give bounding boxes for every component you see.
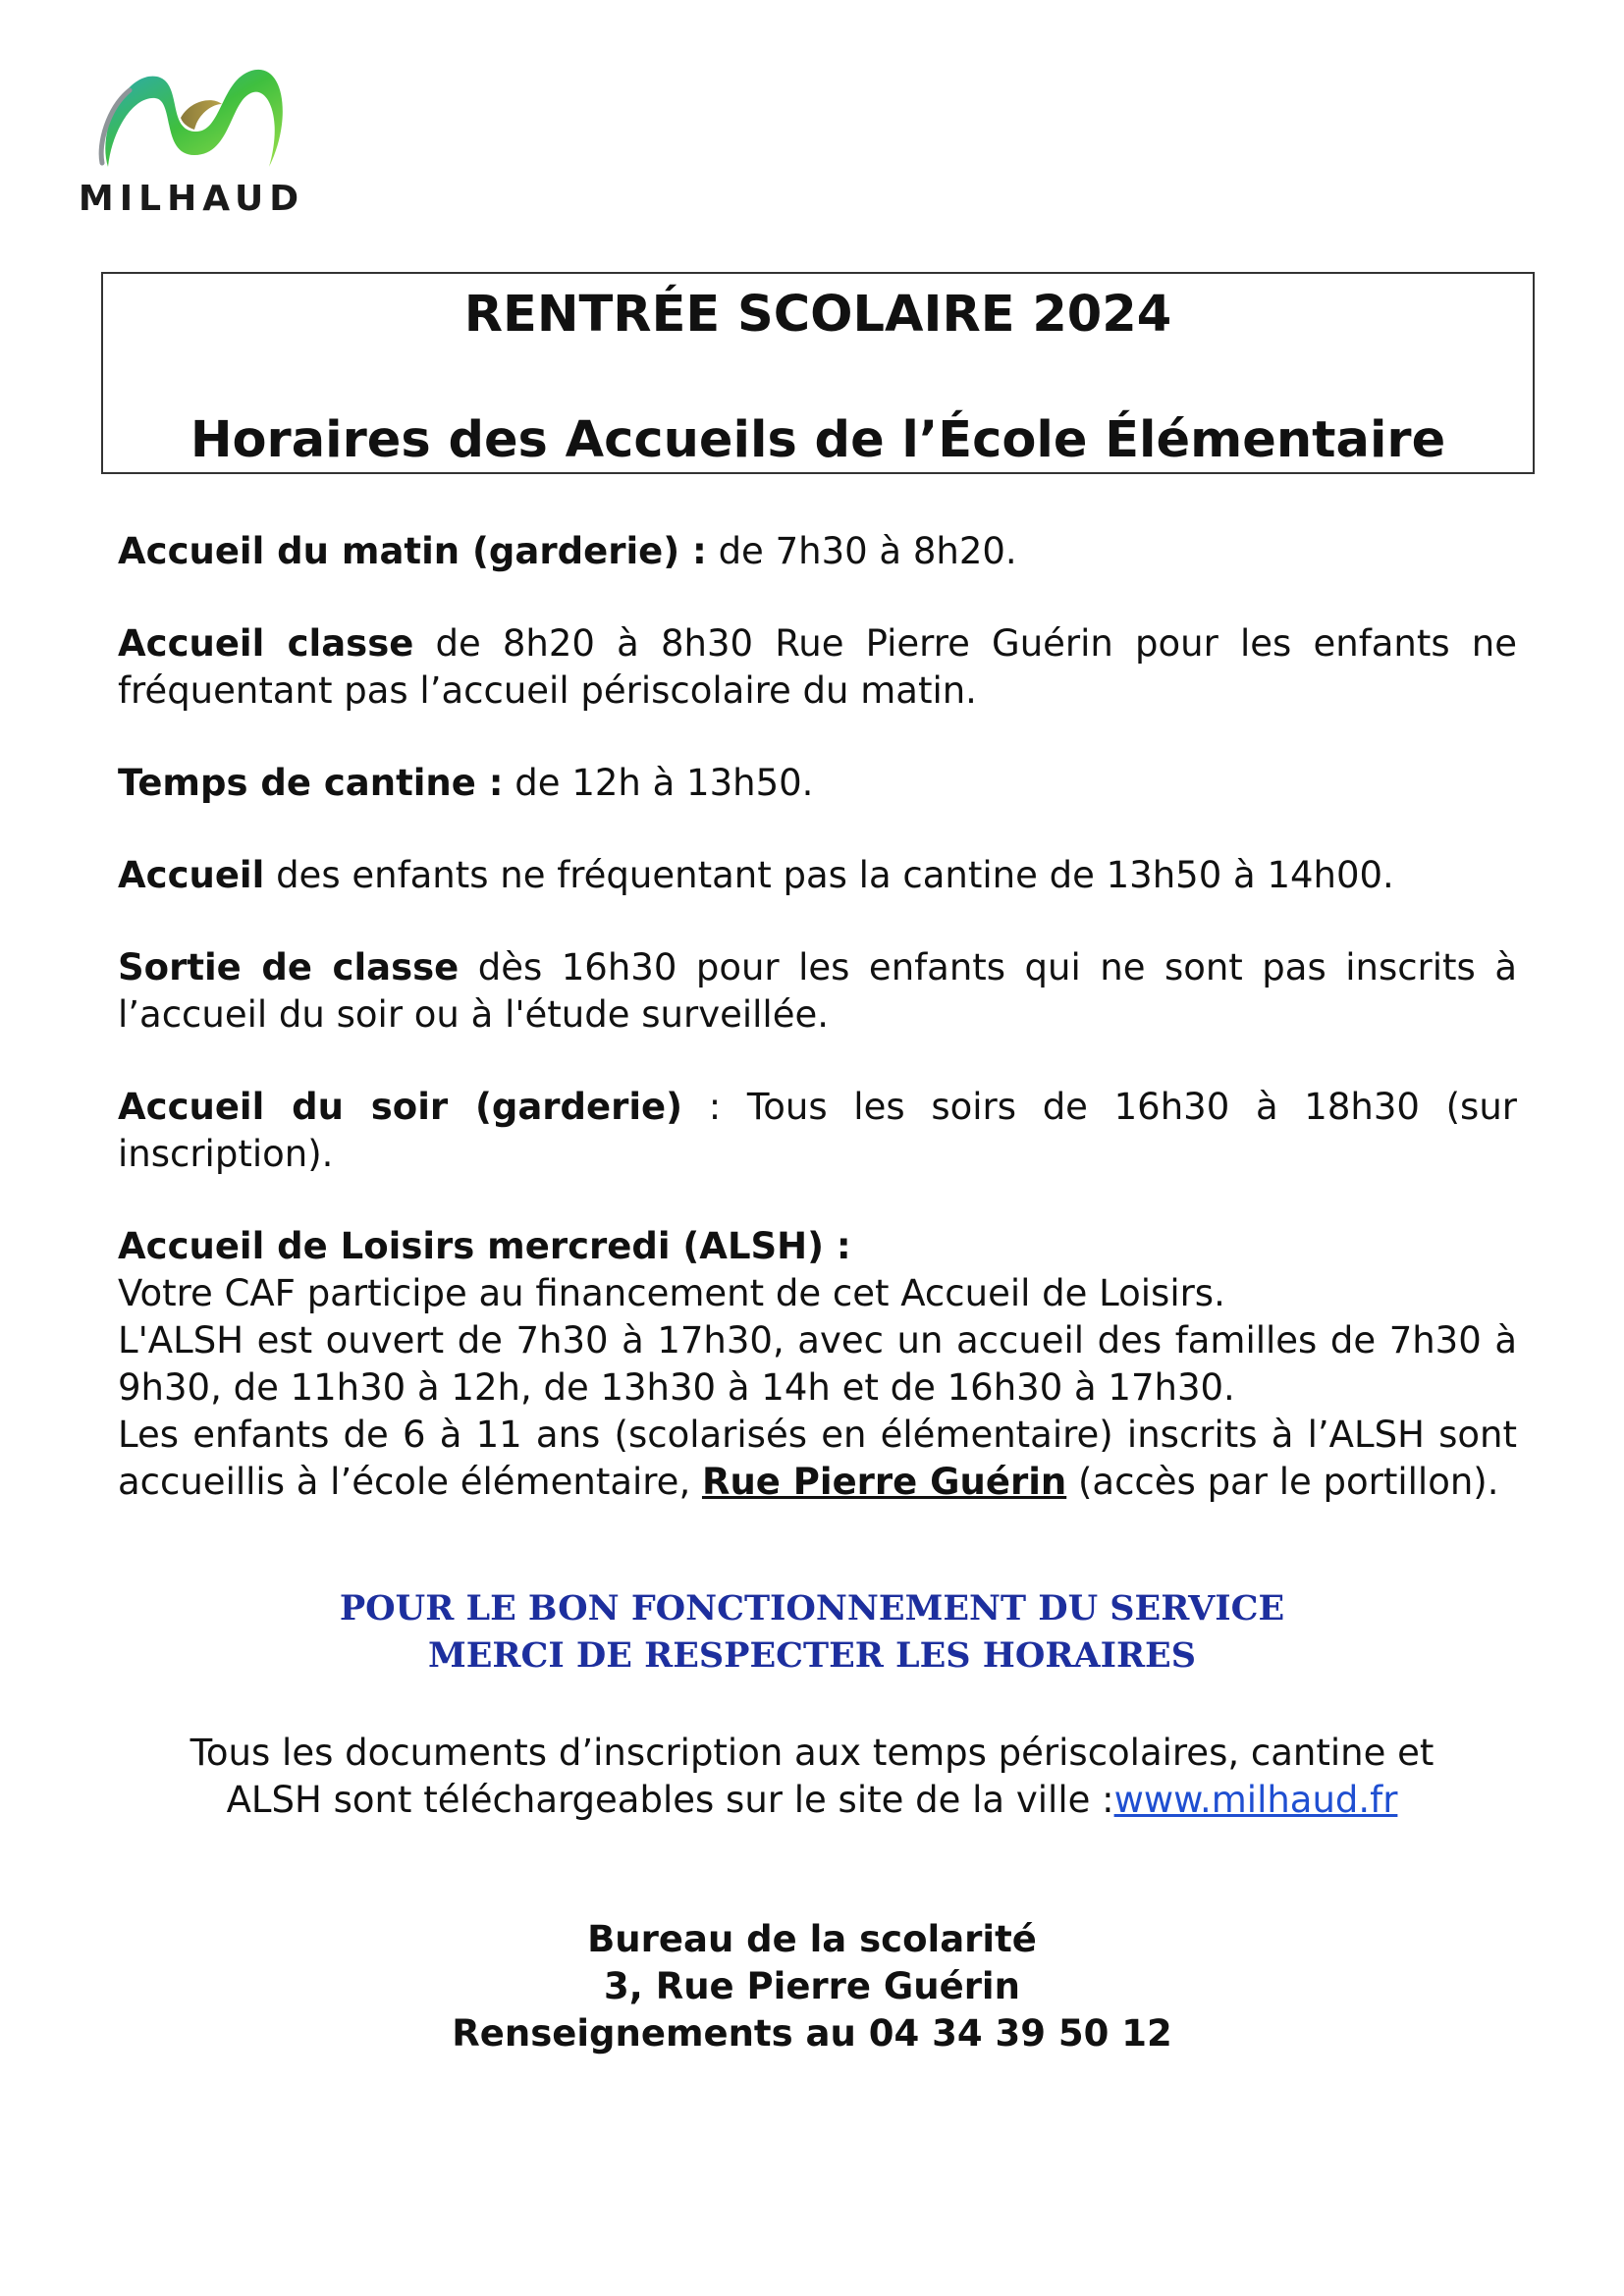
website-link[interactable]: www.milhaud.fr <box>1113 1779 1398 1821</box>
section-class <box>118 620 1517 715</box>
section-evening <box>118 1084 1517 1178</box>
contact-footer <box>0 1916 1624 2057</box>
section-text: de 12h à 13h50. <box>503 762 814 804</box>
milhaud-logo <box>69 61 314 228</box>
docs-line: ALSH sont téléchargeables sur le site de la ville : <box>226 1779 1114 1821</box>
section-text: dès 16h30 pour les enfants qui ne sont pas inscrits à l’accueil du soir ou à l'étude surveillée. <box>118 946 1517 1036</box>
section-label: Accueil de Loisirs mercredi (ALSH) : <box>118 1225 851 1267</box>
section-text: de 7h30 à 8h20. <box>706 530 1017 572</box>
section-label: Accueil du soir (garderie) <box>118 1086 683 1128</box>
page-subtitle: Horaires des Accueils de l’École Élémentaire <box>189 411 1446 469</box>
alsh-access: (accès par le portillon). <box>1066 1461 1499 1503</box>
alsh-hours: L'ALSH est ouvert de 7h30 à 17h30, avec un accueil des familles de 7h30 à 9h30, de 11h30 à 12h, de 13h30 à 14h et de 16h30 à 17h30. <box>118 1319 1517 1409</box>
section-label: Accueil <box>118 854 265 896</box>
alsh-caf: Votre CAF participe au financement de cet Accueil de Loisirs. <box>118 1272 1225 1314</box>
notice-line: MERCI DE RESPECTER LES HORAIRES <box>428 1635 1196 1676</box>
footer-address: 3, Rue Pierre Guérin <box>604 1965 1020 2007</box>
docs-line-2 <box>0 1777 1624 1824</box>
documents-info <box>0 1730 1624 1824</box>
section-label: Accueil du matin (garderie) : <box>118 530 707 572</box>
notice-line: POUR LE BON FONCTIONNEMENT DU SERVICE <box>339 1588 1285 1629</box>
alsh-street: Rue Pierre Guérin <box>701 1461 1067 1503</box>
section-label: Temps de cantine : <box>118 762 504 804</box>
milhaud-logo-icon <box>96 61 293 177</box>
section-text: des enfants ne fréquentant pas la cantine de 13h50 à 14h00. <box>264 854 1394 896</box>
section-label: Accueil classe <box>118 622 414 665</box>
logo-wordmark: MILHAUD <box>78 179 305 219</box>
docs-line: Tous les documents d’inscription aux temps périscolaires, cantine et <box>189 1732 1435 1774</box>
notice <box>0 1585 1624 1680</box>
section-text: : Tous les soirs de 16h30 à 18h30 (sur inscription). <box>118 1086 1517 1175</box>
title-box <box>101 272 1535 474</box>
section-morning <box>118 528 1517 575</box>
section-text: de 8h20 à 8h30 Rue Pierre Guérin pour les enfants ne fréquentant pas l’accueil périscolaire du matin. <box>118 622 1517 712</box>
section-alsh <box>118 1223 1517 1506</box>
schedule-content <box>118 528 1517 1551</box>
section-afternoon <box>118 852 1517 899</box>
footer-office: Bureau de la scolarité <box>587 1918 1037 1960</box>
alsh-children: Les enfants de 6 à 11 ans (scolarisés en élémentaire) inscrits à l’ALSH sont accueillis à l’école élémentaire, <box>118 1414 1517 1503</box>
page-title: RENTRÉE SCOLAIRE 2024 <box>463 286 1172 344</box>
footer-phone: Renseignements au 04 34 39 50 12 <box>452 2012 1172 2055</box>
section-exit <box>118 944 1517 1039</box>
section-canteen <box>118 760 1517 807</box>
section-label: Sortie de classe <box>118 946 460 988</box>
